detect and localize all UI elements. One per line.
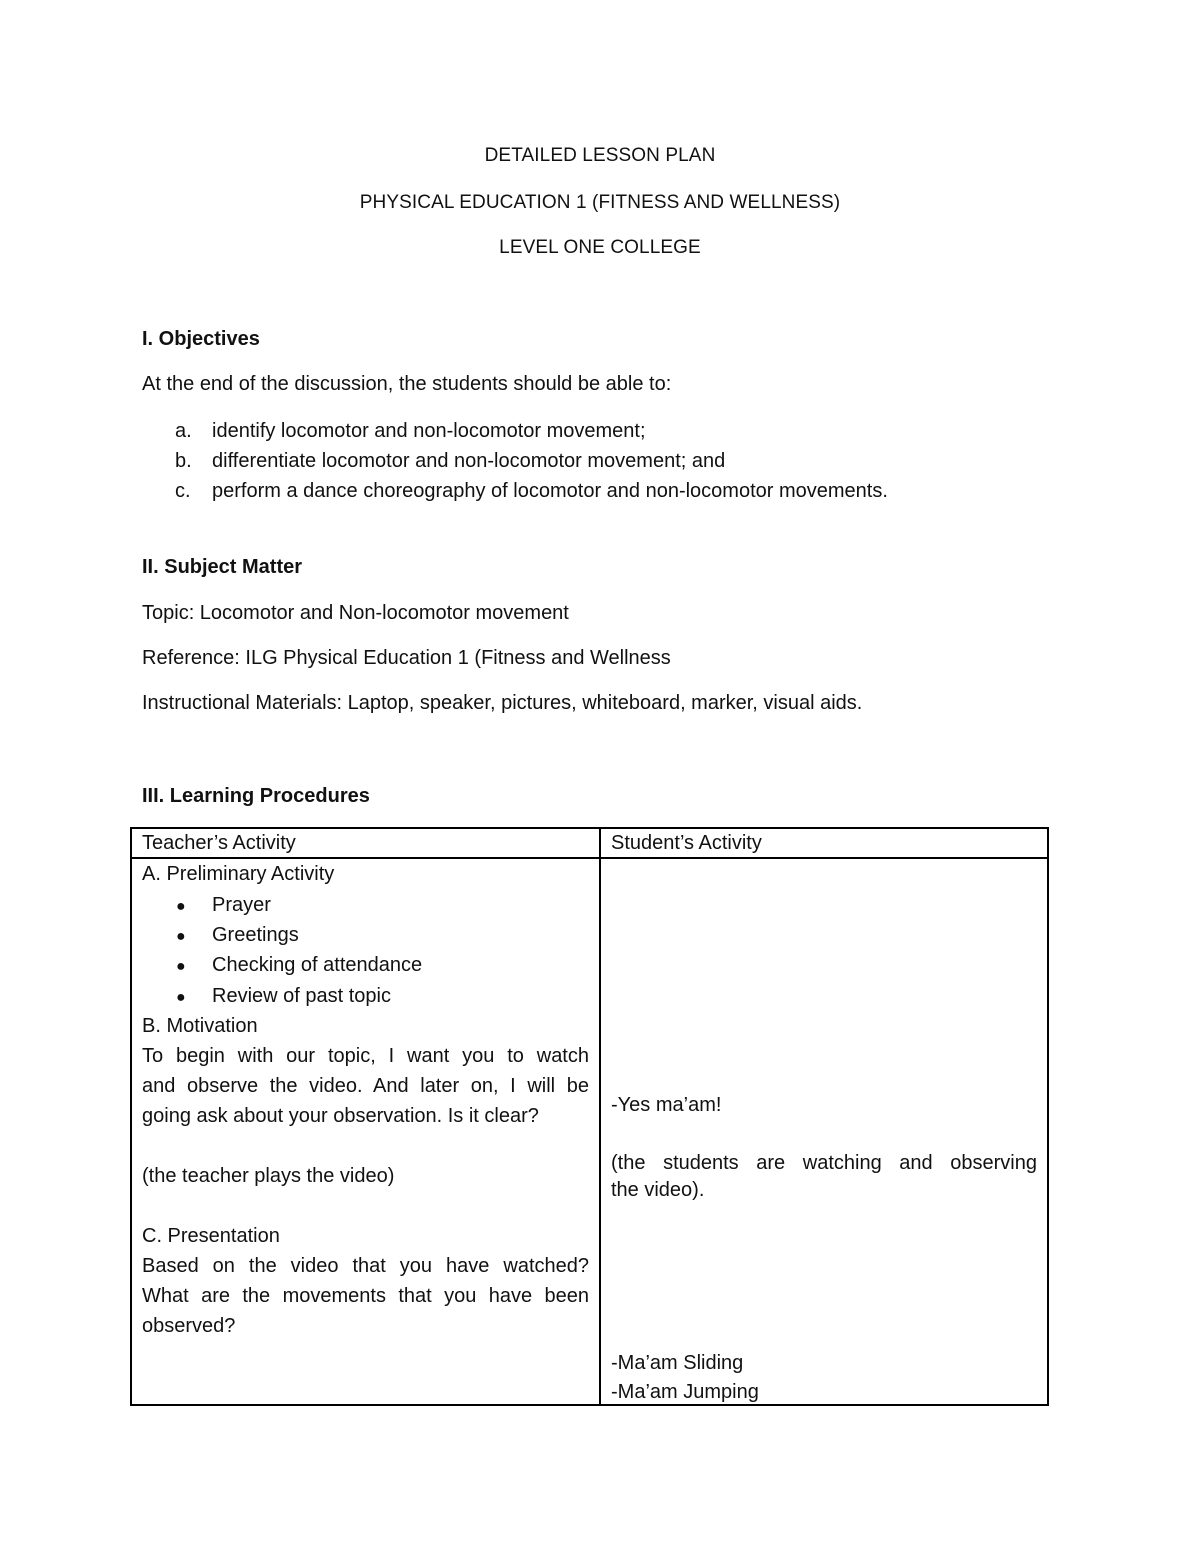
list-item: ● Checking of attendance <box>176 950 422 982</box>
presentation-text-line: Based on the video that you have watched? <box>142 1255 589 1277</box>
motivation-label: B. Motivation <box>142 1015 258 1037</box>
preliminary-activity-label: A. Preliminary Activity <box>142 863 335 885</box>
objective-text: perform a dance choreography of locomotor and non-locomotor movements. <box>212 480 888 502</box>
motivation-text-line: and observe the video. And later on, I will be <box>142 1075 589 1097</box>
presentation-text-line: observed? <box>142 1315 236 1337</box>
objective-item <box>175 480 888 503</box>
bullet-icon: ● <box>176 928 186 945</box>
column-header-teacher: Teacher’s Activity <box>131 828 600 858</box>
student-answer: -Ma’am Sliding <box>611 1352 744 1374</box>
objective-marker: a. <box>175 420 192 442</box>
student-watching-line: the video). <box>611 1179 705 1201</box>
student-activity-cell <box>600 858 1048 1405</box>
subject-materials: Instructional Materials: Laptop, speaker, pictures, whiteboard, marker, visual aids. <box>142 692 863 714</box>
objective-marker: b. <box>175 450 192 472</box>
subject-matter-heading: II. Subject Matter <box>142 556 303 578</box>
presentation-label: C. Presentation <box>142 1225 280 1247</box>
document-title: DETAILED LESSON PLAN <box>484 145 716 166</box>
subject-reference: Reference: ILG Physical Education 1 (Fitness and Wellness <box>142 647 671 669</box>
student-answer: -Ma’am Jumping <box>611 1381 759 1403</box>
column-header-student: Student’s Activity <box>600 828 1048 858</box>
subject-topic: Topic: Locomotor and Non-locomotor movement <box>142 602 569 624</box>
bullet-icon: ● <box>176 958 186 975</box>
bullet-icon: ● <box>176 989 186 1006</box>
teacher-plays-video: (the teacher plays the video) <box>142 1165 395 1187</box>
list-item: ● Review of past topic <box>176 981 391 1013</box>
objective-text: differentiate locomotor and non-locomotor movement; and <box>212 450 726 472</box>
objective-item <box>175 450 725 473</box>
procedures-table <box>130 827 1049 1406</box>
objectives-intro: At the end of the discussion, the students should be able to: <box>142 373 672 395</box>
table-body-row <box>131 858 1048 1405</box>
student-reply: -Yes ma’am! <box>611 1094 722 1116</box>
document-level: LEVEL ONE COLLEGE <box>499 237 701 258</box>
objective-text: identify locomotor and non-locomotor movement; <box>212 420 646 442</box>
student-watching-line: (the students are watching and observing <box>611 1152 1037 1174</box>
motivation-text-line: going ask about your observation. Is it clear? <box>142 1105 539 1127</box>
procedures-heading: III. Learning Procedures <box>142 785 370 807</box>
teacher-activity-cell <box>131 858 600 1405</box>
motivation-text-line: To begin with our topic, I want you to watch <box>142 1045 589 1067</box>
list-item: ● Greetings <box>176 920 299 952</box>
table-header-row <box>131 828 1048 858</box>
list-item: ● Prayer <box>176 890 271 922</box>
objective-item <box>175 420 646 443</box>
objectives-heading: I. Objectives <box>142 328 260 350</box>
document-subject: PHYSICAL EDUCATION 1 (FITNESS AND WELLNESS) <box>359 192 841 213</box>
bullet-icon: ● <box>176 898 186 915</box>
presentation-text-line: What are the movements that you have been <box>142 1285 589 1307</box>
objective-marker: c. <box>175 480 191 502</box>
